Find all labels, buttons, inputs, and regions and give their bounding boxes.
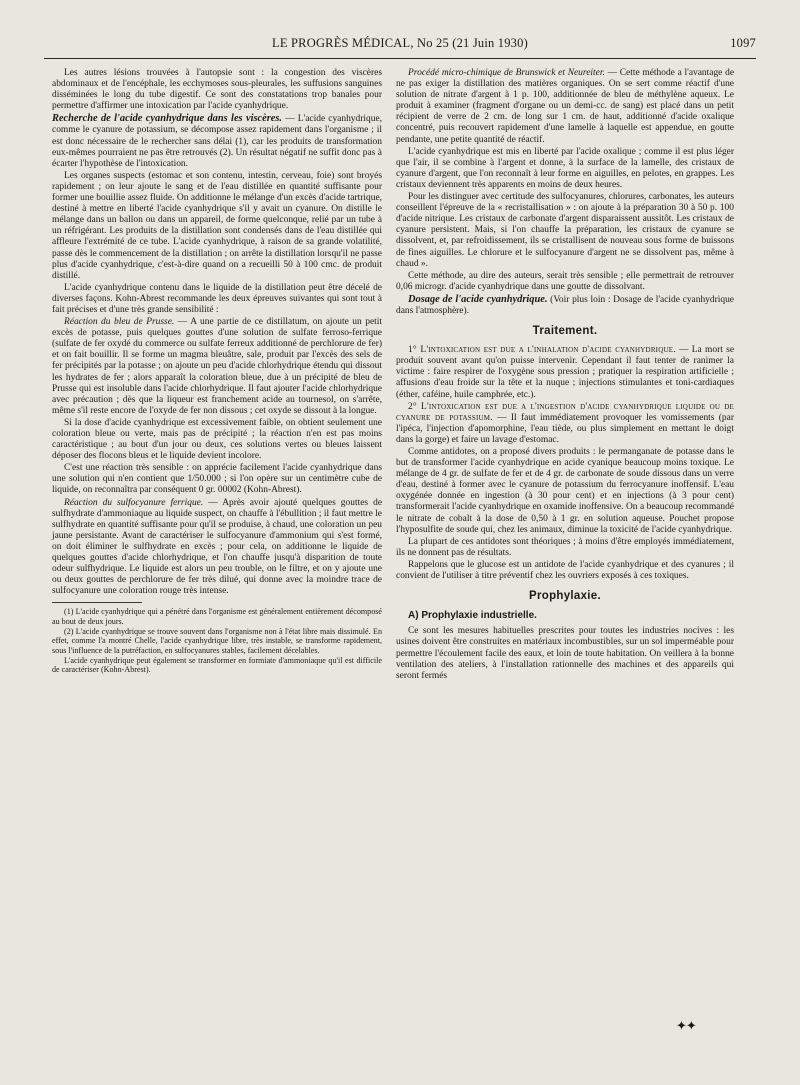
paragraph: Si la dose d'acide cyanhydrique est excessivement faible, on obtient seulement une coloration bleue ou verte, mais pas de précipité ; la réaction n'en est pas moins caractéristique ; au bout d'un jour ou deux, ces solutions vertes ou bleues laissent déposer des flocons bleus et le liquide devient incolore. [52,417,382,462]
subsection-prophylaxie-industrielle: A) Prophylaxie industrielle. [408,610,537,622]
paragraph: Rappelons que le glucose est un antidote de l'acide cyanhydrique et des cyanures ; il convient de l'utiliser à titre préventif chez les ouvriers exposés à ces toxiques. [396,559,734,582]
footnote-rule [52,602,142,603]
paragraph: La plupart de ces antidotes sont théoriques ; à moins d'être employés immédiatement, ils ne donnent pas de résultats. [396,536,734,558]
fleuron-ornament: ✦✦ [676,1018,696,1033]
paragraph: Les autres lésions trouvées à l'autopsie sont : la congestion des viscères abdominaux et de l'encéphale, les ecchymoses sous-pleurales, les suffusions sanguines disséminées le long du tube digestif. Ce sont des constatations trop banales pour permettre d'affirmer une intoxication par l'acide cyanhydrique. [52,68,382,112]
paragraph-text: — Après avoir ajouté quelques gouttes de sulfhydrate d'ammoniaque au liquide suspect, on chauffe à l'ébullition ; il faut mettre le sulfhydrate en quantité suffisante pour qu'il se produise, à chaud, une coloration un peu jaune persistante. Avant de caractériser le sulfocyanure d'ammonium qui s'est formé, on doit éliminer le sulfhydrate en excès ; pour cela, on additionne le liquide de quelques gouttes d'acide chlorhydrique, et l'on chauffe jusqu'à disparition de toute odeur sulfhydrique. Le liquide est alors un peu trouble, on le filtre, et on y ajoute une ou deux gouttes de perchlorure de fer très dilué, qui donne avec la moindre trace de sulfocyanure une coloration rouge très intense. [52,497,383,597]
paragraph-text: — La mort se produit souvent avant qu'on puisse intervenir. Cependant il faut tenter de ranimer la victime : faire respirer de l'oxygène sous pression ; pratiquer la respiration artificielle ; affusions d'eau froide sur la tête et la nuque ; injections stimulantes et toni-cardiaques (éther, caféine, huile camphrée, etc.). [396,345,735,400]
paragraph: Ce sont les mesures habituelles prescrites pour toutes les industries nocives : les usines doivent être construites en matériaux incombustibles, sur un sol imperméable pour permettre l'écoulement facile des eaux, et loin de toute habitation. On veillera à la bonne ventilation des ateliers, à l'installation rationnelle des machines et des appareils qui seront fermés [396,626,734,681]
paragraph [396,345,734,400]
paragraph: C'est une réaction très sensible : on apprécie facilement l'acide cyanhydrique dans une solution qui n'en contient que 1/50.000 ; si l'on opère sur un centimètre cube de liquide, on reconnaîtra par conséquent 0 gr. 00002 (Kohn-Abrest). [52,463,382,496]
section-title-prophylaxie: Prophylaxie. [529,590,601,603]
subheading-brunswick: Procédé micro-chimique de Brunswick et Neureiter. [408,68,605,78]
footnote-3: L'acide cyanhydrique peut également se transformer en formiate d'ammoniaque qu'il est difficile de caractériser (Kohn-Abrest). [52,655,382,675]
subheading-sulfocyanure: Réaction du sulfocyanure ferrique. [64,497,204,508]
paragraph [396,402,734,446]
page-header [44,36,756,56]
paragraph [396,68,734,146]
subheading-dosage: Dosage de l'acide cyanhydrique. [408,293,548,305]
paragraph-text: — A une partie de ce distillatum, on ajoute un petit excès de potasse, puis quelques gouttes d'une solution de sulfate ferroso-ferrique (sulfate de fer oxydé du commerce ou sulfate ferreux additionné de perchlorure de fer) et on fait bouillir. Il se forme un magma bleuâtre, sale, produit par l'excès des sels de fer précipités par la potasse ; on ajoute un peu d'acide chlorhydrique étendu qui dissout les hydrates de fer ; alors apparaît la coloration bleue, due à un précipité de bleu de Prusse qui est insoluble dans l'acide chlorhydrique. Il faut ajouter l'acide chlorhydrique avec précaution ; dès que la liqueur est franchement acide au tournesol, on s'arrête, même s'il reste encore de l'oxyde de fer non dissous ; cet oxyde se dissout à la longue. [52,317,383,416]
running-title: LE PROGRÈS MÉDICAL, No 25 (21 Juin 1930) [272,36,528,50]
paragraph-text: — Cette méthode a l'avantage de ne pas exiger la distillation des matières organiques. On se sert comme réactif d'une solution de nitrate d'argent à 1 p. 100, additionnée de bleu de méthylène aqueux. Le produit à examiner (fragment d'organe ou un demi-cc. de sang) est placé dans un petit récipient de verre de 2 cm. de long sur 1 cm. de haut, additionné d'acide oxalique concentré, puis recouvert rapidement d'une lamelle à laquelle est appendue, en goutte pendante, une petite quantité de réactif. [396,68,735,145]
paragraph: L'acide cyanhydrique est mis en liberté par l'acide oxalique ; comme il est plus léger que l'air, il se combine à l'argent et donne, à la surface de la lamelle, des cristaux de cyanure d'argent, que l'on reconnaît à leur forme en aiguilles, en pelotes, en grappes. Les cristaux deviennent très apparents en moins de deux heures. [396,146,734,190]
section-title-traitement: Traitement. [532,325,598,338]
paragraph: L'acide cyanhydrique contenu dans le liquide de la distillation peut être décelé de diverses façons. Kohn-Abrest recommande les deux épreuves suivantes qui sont tout à fait précises et d'une très grande sensibilité : [52,282,382,315]
paragraph: Pour les distinguer avec certitude des sulfocyanures, chlorures, carbonates, les auteurs conseillent l'épreuve de la « recristallisation » : on ajoute à la préparation 30 à 50 p. 100 d'acide nitrique. Les cristaux de carbonate d'argent disparaissent aussitôt. Les cristaux de cyanure persistent. Mais, si l'on chauffe la préparation, les cristaux de cyanure se dissolvent, et, par refroidissement, ils se cristallisent de nouveau sous forme de buissons de fines aiguilles. Le chlorure et le sulfocyanure d'argent ne se dissolvent pas, même à chaud ». [396,192,734,269]
paragraph-text: (Voir plus loin : Dosage de l'acide cyanhydrique dans l'atmosphère). [396,294,734,316]
footnote-1: (1) L'acide cyanhydrique qui a pénétré dans l'organisme est généralement entièrement décomposé au bout de deux jours. [52,607,382,626]
paragraph [52,498,382,598]
right-column [396,68,734,683]
paragraph [52,317,382,417]
paragraph [396,294,734,317]
paragraph: Les organes suspects (estomac et son contenu, intestin, cerveau, foie) sont broyés rapidement ; on leur ajoute le sang et de l'eau distillée en quantité suffisante pour former une bouillie assez fluide. On additionne le mélange d'un excès d'acide tartrique, destiné à mettre en liberté l'acide cyanhydrique s'il y avait un cyanure. On distille le mélange dans un ballon ou dans un appareil, de forme quelconque, relié par un tube à un réfrigérant. Les produits de la distillation sont condensés dans de l'eau distillée qui affleure l'extrémité de ce tube. L'acide cyanhydrique, à raison de sa grande volatilité, passe dès le commencement de la distillation ; on arrête la distillation lorsqu'il ne passe plus d'acide cyanhydrique, c'est-à-dire quand on a recueilli 50 à 100 cmc. de produit distillé. [52,170,382,281]
subheading-recherche: Recherche de l'acide cyanhydrique dans les viscères. [52,113,283,125]
paragraph-text: — Il faut immédiatement provoquer les vomissements (par l'ipéca, l'injection d'apomorphine, l'eau tiède, ou plus simplement en mettant le doigt dans la gorge) et faire un lavage d'estomac. [396,412,734,445]
paragraph [52,113,382,169]
paragraph: Cette méthode, au dire des auteurs, serait très sensible ; elle permettrait de retrouver 0,06 microgr. d'acide cyanhydrique dans une goutte de dissolvant. [396,270,734,292]
header-rule [44,58,756,59]
paragraph-text: — L'acide cyanhydrique, comme le cyanure de potassium, se décompose assez rapidement dans l'organisme ; il est donc nécessaire de le rechercher sans délai (1), car les produits de transformation eux-mêmes pourraient ne pas être retrouvés (2). Un résultat négatif ne suffit donc pas à écarter l'hypothèse de l'intoxication. [52,114,382,169]
paragraph: Comme antidotes, on a proposé divers produits : le permanganate de potasse dans le but de transformer l'acide cyanhydrique en acide cyanique beaucoup moins toxique. Le mélange de 4 gr. de sulfate de fer et de 4 gr. de carbonate de soude dissous dans un verre d'eau, destiné à former avec le cyanure de potassium du ferrocyanure inoffensif. L'eau oxygénée donnée en ingestion (à 30 pour cent) et en injections (à 3 pour cent) transformerait l'acide cyanhydrique en oxamide inoffensive. On a beaucoup recommandé le nitrate de cobalt à la dose de 0,50 à 1 gr. en solution aqueuse. Pouchet propose l'hyposulfite de soude qui, chez les animaux, diminue la toxicité de l'acide cyanhydrique. [396,447,734,535]
left-column [52,68,382,675]
subheading-prusse: Réaction du bleu de Prusse. [64,317,175,328]
page-number: 1097 [730,36,756,50]
treatment-heading-2: 2° L'intoxication est due a l'ingestion d'acide cyanhydrique liquide ou de cyanure de potassium. [396,401,734,423]
treatment-heading-1: 1° L'intoxication est due a l'inhalation d'acide cyanhydrique. [408,345,676,356]
footnote-2: (2) L'acide cyanhydrique se trouve souvent dans l'organisme non à l'état libre mais dissimulé. En effet, comme l'a montré Chelle, l'acide cyanhydrique libre, très instable, se transforme rapidement, sous l'influence de la putréfaction, en sulfocyanures stables, facilement décelables. [52,627,382,655]
